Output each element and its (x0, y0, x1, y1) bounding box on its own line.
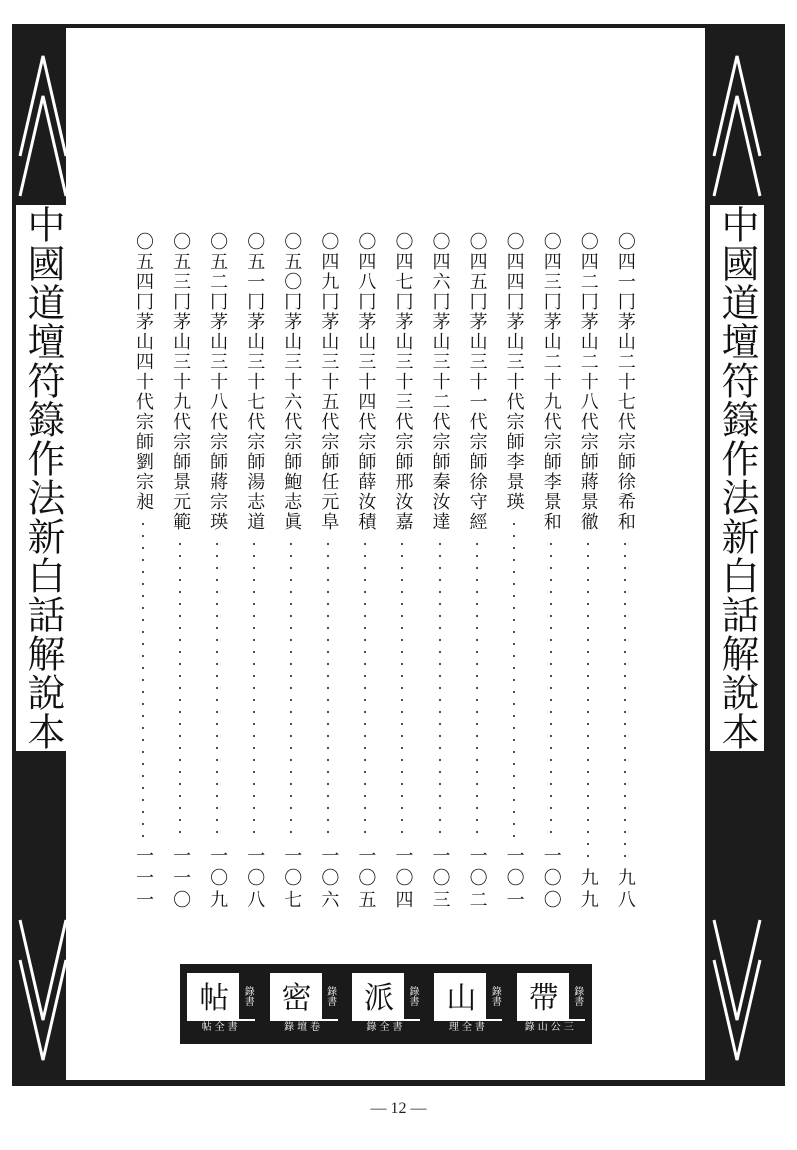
toc-entry[interactable] (313, 232, 343, 912)
chevron-down-icon (710, 890, 764, 1070)
toc-entry-page: 一一一 (133, 846, 154, 912)
toc-entry[interactable] (573, 232, 603, 912)
left-title-strip (16, 30, 70, 1082)
toc-entry-page: 一〇九 (207, 846, 229, 912)
toc-entry-page: 一〇四 (392, 846, 414, 912)
seal-tag: 錄書 (322, 973, 338, 1019)
seal-tag: 錄書 (569, 973, 585, 1019)
dot-leader (624, 538, 626, 862)
seal-stamp (270, 973, 338, 1035)
toc-entry[interactable] (610, 232, 640, 912)
seal-stamp (517, 973, 585, 1035)
toc-entry-title: 〇四三冂茅山二十九代宗師李景和 (540, 232, 562, 532)
seal-glyph: 密 (281, 981, 312, 1016)
toc-entry-page: 一〇六 (318, 846, 340, 912)
toc-entry[interactable] (276, 232, 306, 912)
seal-banner (180, 964, 592, 1044)
seal-tag: 錄書 (404, 973, 420, 1019)
toc-entry-title: 〇五四冂茅山四十代宗師劉宗昶 (133, 232, 154, 512)
dot-leader (253, 538, 255, 840)
toc-entry[interactable] (350, 232, 380, 912)
toc-entry[interactable] (462, 232, 492, 912)
toc-entry-page: 一〇〇 (540, 846, 562, 912)
toc-entry-page: 九八 (614, 868, 636, 912)
seal-glyph: 派 (363, 981, 394, 1016)
toc-entry-title: 〇四一冂茅山二十七代宗師徐希和 (614, 232, 636, 532)
seal-caption: 帖全書 (187, 1021, 255, 1035)
dot-leader (439, 538, 441, 840)
toc-entry[interactable] (239, 232, 269, 912)
toc-entry-title: 〇四六冂茅山三十二代宗師秦汝達 (429, 232, 451, 532)
toc-entry-page: 一〇一 (503, 846, 525, 912)
toc-entry[interactable] (425, 232, 455, 912)
dot-leader (179, 538, 181, 840)
dot-leader (401, 538, 403, 840)
toc-entry-title: 〇四五冂茅山三十一代宗師徐守經 (466, 232, 488, 532)
seal-caption: 理全書 (434, 1021, 502, 1035)
toc-entry-page: 一一〇 (170, 846, 192, 912)
dot-leader (587, 538, 589, 862)
toc-entry-title: 〇四九冂茅山三十五代宗師任元阜 (318, 232, 340, 532)
toc-entry-title: 〇五二冂茅山三十八代宗師蔣宗瑛 (207, 232, 229, 532)
toc-entry-page: 一〇二 (466, 846, 488, 912)
toc-entry-title: 〇四八冂茅山三十四代宗師薛汝積 (355, 232, 377, 532)
toc-entry[interactable] (202, 232, 232, 912)
toc-entry-page: 一〇三 (429, 846, 451, 912)
dot-leader (550, 538, 552, 840)
toc-entry[interactable] (128, 232, 158, 912)
dot-leader (142, 518, 144, 840)
toc-entry-page: 一〇七 (281, 846, 303, 912)
toc-entry[interactable] (536, 232, 566, 912)
dot-leader (476, 538, 478, 840)
chevron-up-icon (710, 46, 764, 226)
dot-leader (216, 538, 218, 840)
seal-glyph: 帶 (528, 981, 559, 1016)
toc-entry[interactable] (165, 232, 195, 912)
dot-leader (327, 538, 329, 840)
dot-leader (364, 538, 366, 840)
chevron-down-icon (16, 890, 70, 1070)
side-title-right: 中國道壇符籙作法新白話解說本 (710, 205, 764, 751)
toc-entry-title: 〇四二冂茅山二十八代宗師蔣景徹 (577, 232, 599, 532)
seal-caption: 錄山公三 (517, 1021, 585, 1035)
toc-list (128, 232, 640, 912)
toc-entry[interactable] (387, 232, 417, 912)
toc-entry-title: 〇四四冂茅山三十代宗師李景瑛 (503, 232, 525, 512)
toc-entry-page: 一〇五 (355, 846, 377, 912)
toc-entry-title: 〇五〇冂茅山三十六代宗師鮑志眞 (281, 232, 303, 532)
side-title-left: 中國道壇符籙作法新白話解說本 (16, 205, 70, 751)
toc-entry-page: 九九 (577, 868, 599, 912)
seal-stamp (434, 973, 502, 1035)
seal-glyph: 帖 (199, 981, 230, 1016)
seal-stamp (187, 973, 255, 1035)
toc-entry-title: 〇五一冂茅山三十七代宗師湯志道 (244, 232, 266, 532)
seal-caption: 錄壇卷 (270, 1021, 338, 1035)
seal-tag: 錄書 (486, 973, 502, 1019)
toc-entry[interactable] (499, 232, 529, 912)
seal-tag: 錄書 (239, 973, 255, 1019)
seal-glyph: 山 (446, 981, 477, 1016)
dot-leader (290, 538, 292, 840)
seal-caption: 錄全書 (352, 1021, 420, 1035)
toc-entry-title: 〇四七冂茅山三十三代宗師邢汝嘉 (392, 232, 414, 532)
chevron-up-icon (16, 46, 70, 226)
dot-leader (513, 518, 515, 840)
toc-entry-page: 一〇八 (244, 846, 266, 912)
page-number: — 12 — (370, 1100, 427, 1117)
right-title-strip (710, 30, 764, 1082)
toc-entry-title: 〇五三冂茅山三十九代宗師景元範 (170, 232, 192, 532)
seal-stamp (352, 973, 420, 1035)
